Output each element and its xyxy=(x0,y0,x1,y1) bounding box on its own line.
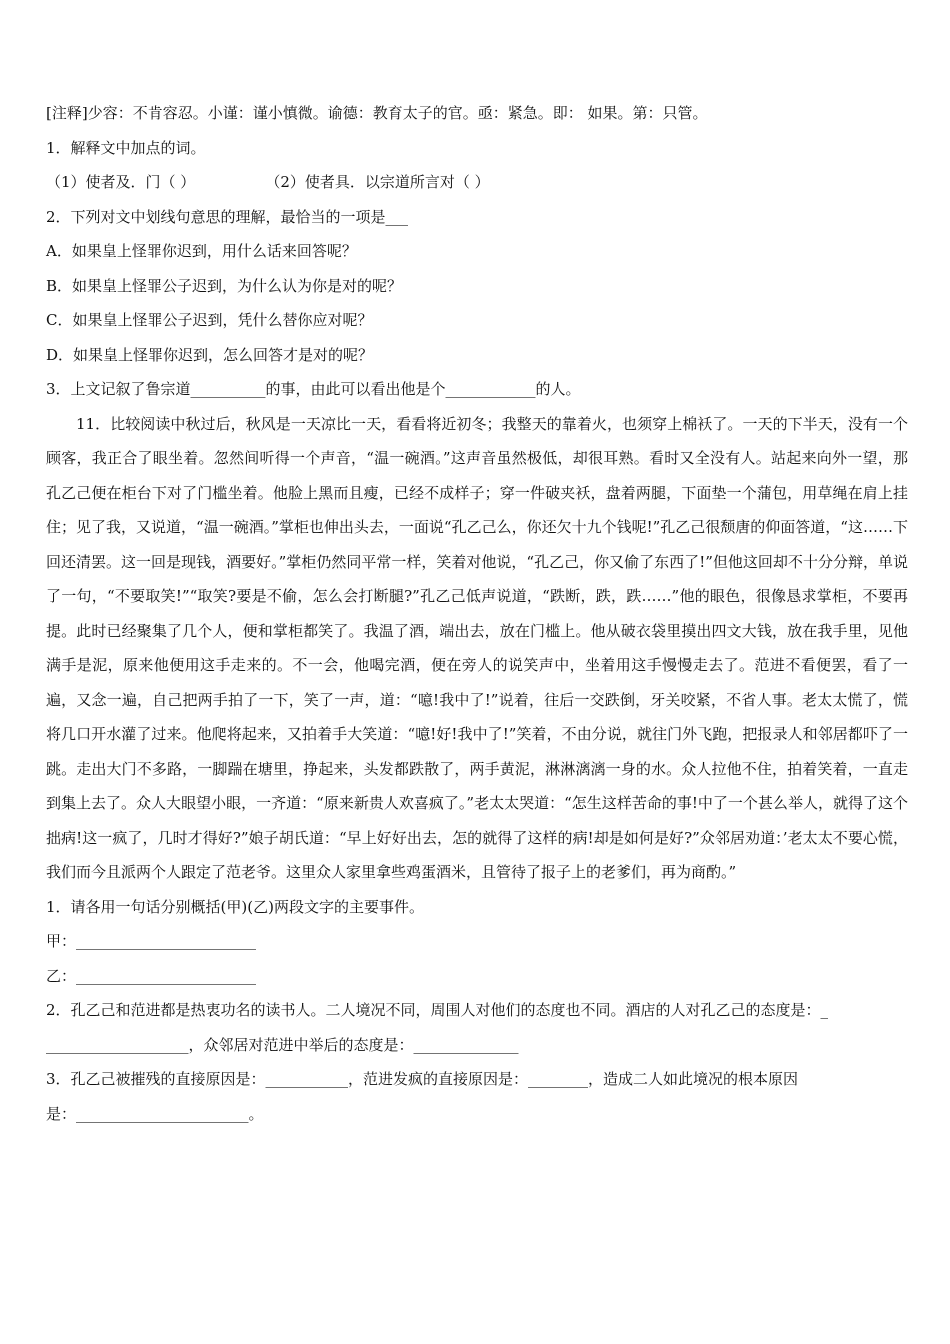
sub-question-2-line-2: ___________________，众邻居对范进中举后的态度是：______________ xyxy=(46,1035,519,1054)
question-2-stem: 2．下列对文中划线句意思的理解，最恰当的一项是___ xyxy=(46,207,409,226)
question-2-option-c: C．如果皇上怪罪公子迟到，凭什么替你应对呢？ xyxy=(46,311,373,329)
sub-question-3-line-2: 是：_______________________。 xyxy=(46,1104,264,1123)
question-2-option-d: D．如果皇上怪罪你迟到，怎么回答才是对的呢？ xyxy=(46,345,374,364)
question-1-stem: 1．解释文中加点的词。 xyxy=(46,138,206,157)
document-page xyxy=(46,96,908,1131)
question-1-parts xyxy=(46,165,908,200)
question-2-option-b: B．如果皇上怪罪公子迟到，为什么认为你是对的呢？ xyxy=(46,276,403,295)
sub-question-1-yi-answer: 乙：________________________ xyxy=(46,966,257,985)
annotation-note: [注释]少容：不肯容忍。小谨：谨小慎微。谕德：教育太子的官。亟：紧急。即： 如果。第：只管。 xyxy=(46,104,708,122)
sub-question-2-line-1: 2．孔乙己和范进都是热衷功名的读书人。二人境况不同，周围人对他们的态度也不同。酒店的人对孔乙己的态度是：_ xyxy=(46,1001,829,1019)
question-1-part-2: （2）使者具．以宗道所言对（ ） xyxy=(265,173,490,191)
question-1-part-1: （1）使者及．门（ ） xyxy=(46,173,196,191)
sub-question-3-line-1: 3．孔乙己被摧残的直接原因是：___________，范进发疯的直接原因是：________，造成二人如此境况的根本原因 xyxy=(46,1070,799,1088)
comparison-reading-passage: 11．比较阅读中秋过后，秋风是一天凉比一天，看看将近初冬；我整天的靠着火，也须穿上棉袄了。一天的下半天，没有一个顾客，我正合了眼坐着。忽然间听得一个声音，“温一碗酒。”这声音虽然极低，却很耳熟。看时又全没有人。站起来向外一望，那孔乙己便在柜台下对了门槛坐着。他脸上黑而且瘦，已经不成样子；穿一件破夹袄，盘着两腿，下面垫一个蒲包，用草绳在肩上挂住；见了我，又说道，“温一碗酒。”掌柜也伸出头去，一面说“孔乙己么，你还欠十九个钱呢!”孔乙己很颓唐的仰面答道，“这……下回还清罢。这一回是现钱，酒要好。”掌柜仍然同平常一样，笑着对他说，“孔乙己，你又偷了东西了!”但他这回却不十分分辩，单说了一句，“不要取笑!”“取笑?要是不偷，怎么会打断腿?”孔乙己低声说道，“跌断，跌，跌……”他的眼色，很像恳求掌柜，不要再提。此时已经聚集了几个人，便和掌柜都笑了。我温了酒，端出去，放在门槛上。他从破衣袋里摸出四文大钱，放在我手里，见他满手是泥，原来他便用这手走来的。不一会，他喝完酒，便在旁人的说笑声中，坐着用这手慢慢走去了。范进不看便罢，看了一遍，又念一遍，自己把两手拍了一下，笑了一声，道：“噫!我中了!”说着，往后一交跌倒，牙关咬紧，不省人事。老太太慌了，慌将几口开水灌了过来。他爬将起来，又拍着手大笑道：“噫!好!我中了!”笑着，不由分说，就往门外飞跑，把报录人和邻居都吓了一跳。走出大门不多路，一脚踹在塘里，挣起来，头发都跌散了，两手黄泥，淋淋漓漓一身的水。众人拉他不住，拍着笑着，一直走到集上去了。众人大眼望小眼，一齐道：“原来新贵人欢喜疯了。”老太太哭道：“怎生这样苦命的事!中了一个甚么举人，就得了这个拙病!这一疯了，几时才得好?”娘子胡氏道：“早上好好出去，怎的就得了这样的病!却是如何是好?”众邻居劝道：’老太太不要心慌，我们而今且派两个人跟定了范老爷。这里众人家里拿些鸡蛋酒米，且管待了报子上的老爹们，再为商酌。” xyxy=(46,414,908,881)
sub-question-1-jia-answer: 甲：________________________ xyxy=(46,932,257,950)
sub-question-1-stem: 1．请各用一句话分别概括(甲)(乙)两段文字的主要事件。 xyxy=(46,897,424,916)
question-2-option-a: A．如果皇上怪罪你迟到，用什么话来回答呢？ xyxy=(46,242,357,260)
question-3: 3．上文记叙了鲁宗道__________的事，由此可以看出他是个____________的人。 xyxy=(46,380,581,398)
